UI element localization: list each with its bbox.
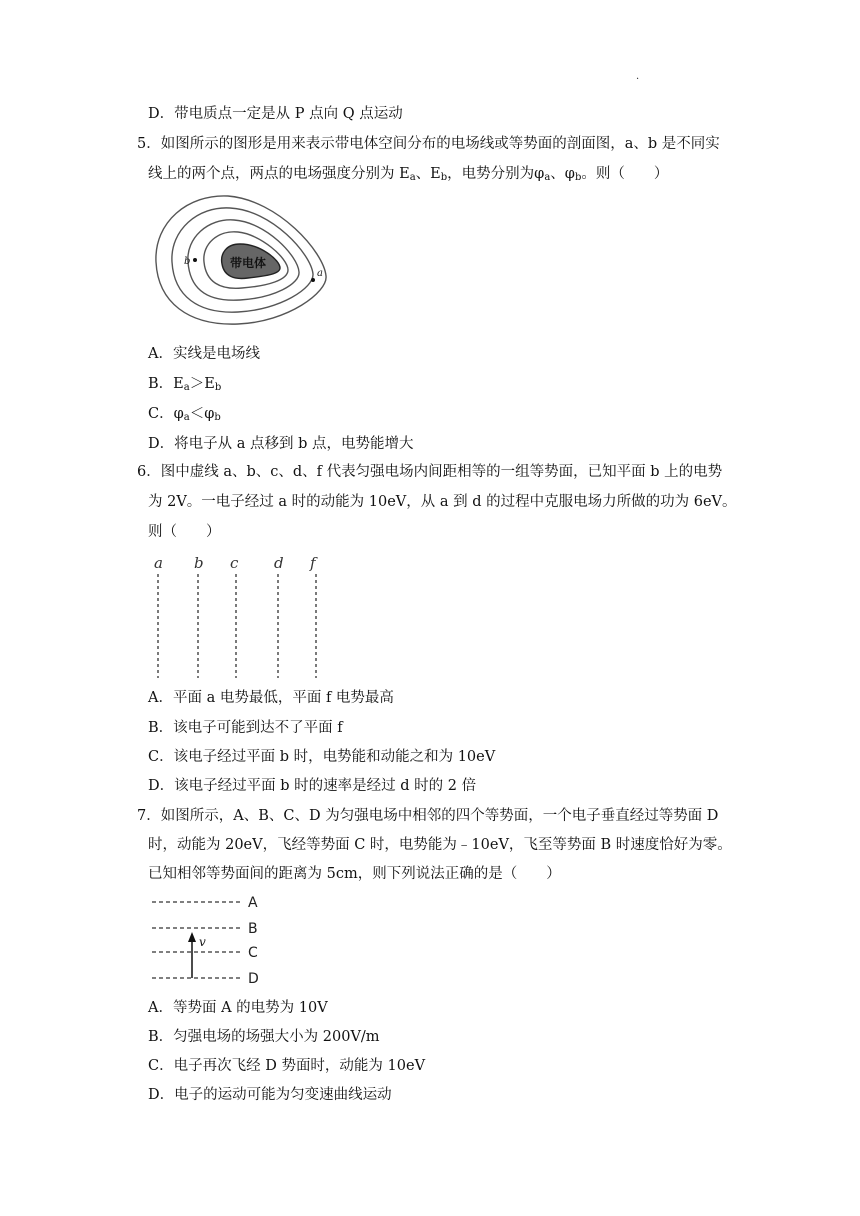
q5-option-c-text2: ＜φ — [189, 406, 215, 422]
q5-option-b-text2: ＞E — [189, 376, 215, 392]
plane-f-label: f — [310, 554, 316, 572]
q4-option-d[interactable]: D．带电质点一定是从 P 点向 Q 点运动 — [148, 106, 403, 122]
q6-stem-line2: 为 2V。一电子经过 a 时的动能为 10eV，从 a 到 d 的过程中克服电场力所做的功为 6eV。 — [148, 494, 737, 510]
q7-option-b[interactable]: B．匀强电场的场强大小为 200V/m — [148, 1029, 380, 1045]
plane-a-label: a — [154, 554, 163, 572]
q7-option-c[interactable]: C．电子再次飞经 D 势面时，动能为 10eV — [148, 1058, 426, 1074]
q5-stem-line1 — [137, 134, 720, 154]
q6-figure — [148, 550, 338, 680]
charged-body-label: 带电体 — [229, 256, 267, 270]
q6-option-d[interactable]: D．该电子经过平面 b 时的速率是经过 d 时的 2 倍 — [148, 778, 477, 794]
sub-b: b — [214, 382, 222, 393]
q6-option-b[interactable]: B．该电子可能到达不了平面 f — [148, 720, 343, 736]
sub-b: b — [440, 172, 448, 183]
q5-stem-text-2b: 、E — [415, 166, 441, 182]
q5-stem-text-1: 如图所示的图形是用来表示带电体空间分布的电场线或等势面的剖面图，a、b 是不同实 — [160, 136, 720, 152]
q5-figure — [148, 192, 338, 332]
surface-a-label: A — [248, 895, 258, 911]
q5-option-c[interactable] — [148, 404, 221, 424]
q7-stem-line1 — [137, 806, 718, 826]
q7-stem-line3: 已知相邻等势面间的距离为 5cm，则下列说法正确的是（ ） — [148, 866, 561, 882]
q7-stem-text-1: 如图所示，A、B、C、D 为匀强电场中相邻的四个等势面，一个电子垂直经过等势面 D — [160, 808, 719, 824]
q6-number: 6． — [137, 464, 161, 480]
plane-c-label: c — [230, 554, 239, 572]
q7-stem-line2: 时，动能为 20eV，飞经等势面 C 时，电势能为﹣10eV，飞至等势面 B 时速度恰好为零。 — [148, 837, 732, 853]
plane-d-label: d — [274, 554, 284, 572]
q7-number: 7． — [137, 808, 161, 824]
q5-option-b-text1: B．E — [148, 376, 184, 392]
q6-stem-text-1: 图中虚线 a、b、c、d、f 代表匀强电场内间距相等的一组等势面，已知平面 b 上的电势 — [160, 464, 723, 480]
surface-c-label: C — [248, 945, 258, 961]
q6-stem-line1 — [137, 462, 722, 482]
point-a-label: a — [317, 268, 323, 279]
surface-d-label: D — [248, 971, 259, 987]
sub-a: a — [544, 172, 551, 183]
q5-stem-text-2c: ，电势分别为φ — [447, 166, 545, 182]
q6-option-c[interactable]: C．该电子经过平面 b 时，电势能和动能之和为 10eV — [148, 749, 496, 765]
header-mark: · — [636, 74, 640, 85]
surface-b-label: B — [248, 921, 258, 937]
sub-b: b — [214, 412, 221, 423]
q7-option-d[interactable]: D．电子的运动可能为匀变速曲线运动 — [148, 1087, 392, 1103]
q5-stem-line2 — [148, 164, 668, 184]
sub-b: b — [574, 172, 582, 183]
q6-option-a[interactable]: A．平面 a 电势最低，平面 f 电势最高 — [148, 690, 394, 706]
q7-figure — [148, 890, 278, 990]
q5-option-a[interactable]: A．实线是电场线 — [148, 346, 260, 362]
point-a-dot — [311, 278, 315, 282]
velocity-arrowhead — [188, 932, 196, 942]
point-b-dot — [193, 258, 197, 262]
point-b-label: b — [184, 256, 191, 267]
q5-stem-text-2a: 线上的两个点，两点的电场强度分别为 E — [148, 166, 410, 182]
q5-option-d[interactable]: D．将电子从 a 点移到 b 点，电势能增大 — [148, 436, 414, 452]
sub-a: a — [409, 172, 416, 183]
q5-stem-text-2e: 。则（ ） — [581, 166, 669, 182]
velocity-label: v — [199, 935, 206, 949]
sub-a: a — [183, 412, 190, 423]
q6-stem-line3: 则（ ） — [148, 524, 221, 540]
sub-a: a — [183, 382, 190, 393]
q5-stem-text-2d: 、φ — [550, 166, 575, 182]
plane-b-label: b — [194, 554, 204, 572]
q5-number: 5． — [137, 136, 161, 152]
q5-option-c-text1: C．φ — [148, 406, 184, 422]
q7-option-a[interactable]: A．等势面 A 的电势为 10V — [148, 1000, 328, 1016]
q5-option-b[interactable] — [148, 374, 221, 394]
